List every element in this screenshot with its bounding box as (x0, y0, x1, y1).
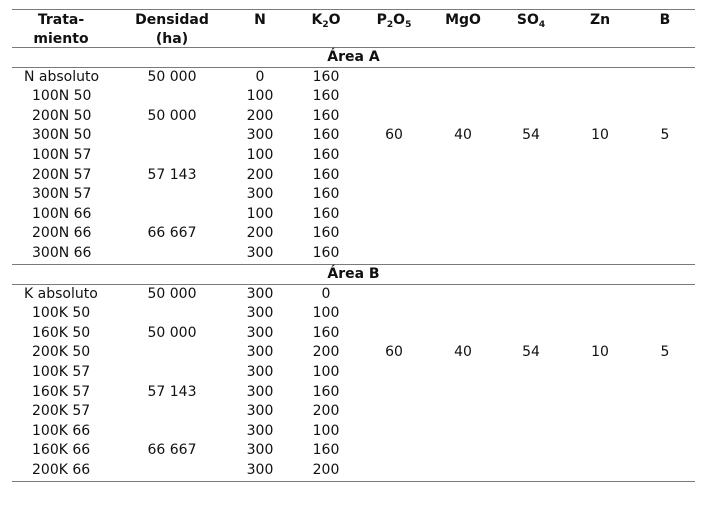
cell-shared-zn: 10 (591, 127, 609, 144)
cell-k2o: 160 (312, 186, 340, 203)
cell-shared-b: 5 (660, 344, 670, 361)
cell-trat: 200N 57 (32, 166, 92, 183)
cell-shared-zn: 10 (591, 344, 609, 361)
header-k2o: $K_2O$ (311, 12, 341, 30)
cell-dens: 50 000 (147, 324, 197, 341)
cell-trat: 200N 50 (32, 107, 92, 124)
cell-n: 300 (246, 305, 274, 322)
cell-k2o: 100 (312, 363, 340, 380)
cell-shared-p2o5: 60 (385, 127, 403, 144)
cell-k2o: 160 (312, 244, 340, 261)
area-a-label: Área A (327, 49, 380, 65)
cell-k2o: 160 (312, 205, 340, 222)
header-densidad: Densidad (ha) (135, 12, 209, 47)
cell-n: 300 (246, 186, 274, 203)
cell-n: 300 (246, 285, 274, 302)
bottom-rule (12, 481, 695, 482)
cell-shared-p2o5: 60 (385, 344, 403, 361)
area-b-label: Área B (327, 266, 380, 282)
header-b: B (659, 12, 671, 28)
cell-k2o: 160 (312, 225, 340, 242)
cell-trat: N absoluto (24, 68, 100, 85)
cell-k2o: 0 (321, 285, 331, 302)
cell-trat: 100K 57 (32, 363, 91, 380)
cell-trat: 100K 50 (32, 305, 91, 322)
cell-k2o: 160 (312, 383, 340, 400)
cell-n: 100 (246, 205, 274, 222)
cell-trat: 300N 57 (32, 186, 92, 203)
cell-k2o: 160 (312, 146, 340, 163)
cell-shared-mgo: 40 (454, 344, 472, 361)
cell-n: 300 (246, 127, 274, 144)
cell-k2o: 160 (312, 68, 340, 85)
cell-n: 100 (246, 88, 274, 105)
cell-trat: 300N 66 (32, 244, 92, 261)
cell-trat: 100N 57 (32, 146, 92, 163)
cell-n: 300 (246, 344, 274, 361)
cell-n: 300 (246, 403, 274, 420)
header-tratamiento: Trata- miento (33, 12, 89, 47)
cell-n: 300 (246, 383, 274, 400)
cell-dens: 50 000 (147, 107, 197, 124)
cell-dens: 66 667 (147, 225, 197, 242)
cell-trat: 100K 66 (32, 422, 91, 439)
cell-k2o: 160 (312, 88, 340, 105)
cell-trat: 100N 50 (32, 88, 92, 105)
cell-dens: 57 143 (147, 383, 197, 400)
cell-trat: 200K 57 (32, 403, 91, 420)
cell-n: 200 (246, 166, 274, 183)
cell-shared-so4: 54 (522, 127, 540, 144)
cell-dens: 50 000 (147, 68, 197, 85)
cell-trat: 200K 50 (32, 344, 91, 361)
cell-shared-so4: 54 (522, 344, 540, 361)
cell-k2o: 160 (312, 107, 340, 124)
cell-n: 300 (246, 422, 274, 439)
cell-dens: 57 143 (147, 166, 197, 183)
top-rule (12, 9, 695, 10)
cell-shared-b: 5 (660, 127, 670, 144)
header-n: N (254, 12, 266, 28)
cell-n: 100 (246, 146, 274, 163)
cell-n: 300 (246, 244, 274, 261)
cell-trat: 300N 50 (32, 127, 92, 144)
cell-trat: 160K 50 (32, 324, 91, 341)
cell-trat: 160K 66 (32, 442, 91, 459)
cell-dens: 50 000 (147, 285, 197, 302)
cell-k2o: 200 (312, 461, 340, 478)
cell-trat: 160K 57 (32, 383, 91, 400)
cell-trat: 200K 66 (32, 461, 91, 478)
cell-n: 0 (255, 68, 265, 85)
cell-trat: 100N 66 (32, 205, 92, 222)
cell-k2o: 160 (312, 166, 340, 183)
cell-shared-mgo: 40 (454, 127, 472, 144)
header-mgo: MgO (445, 12, 481, 28)
cell-k2o: 160 (312, 442, 340, 459)
cell-k2o: 100 (312, 305, 340, 322)
header-zn: Zn (589, 12, 611, 28)
cell-trat: 200N 66 (32, 225, 92, 242)
header-so4: $SO_4$ (516, 12, 546, 30)
cell-k2o: 200 (312, 344, 340, 361)
cell-n: 200 (246, 107, 274, 124)
cell-dens: 66 667 (147, 442, 197, 459)
header-p2o5: $P_2O_5$ (376, 12, 412, 30)
cell-n: 300 (246, 461, 274, 478)
cell-k2o: 200 (312, 403, 340, 420)
cell-n: 200 (246, 225, 274, 242)
cell-n: 300 (246, 442, 274, 459)
cell-trat: K absoluto (24, 285, 98, 302)
cell-n: 300 (246, 363, 274, 380)
cell-k2o: 100 (312, 422, 340, 439)
cell-k2o: 160 (312, 324, 340, 341)
cell-k2o: 160 (312, 127, 340, 144)
cell-n: 300 (246, 324, 274, 341)
